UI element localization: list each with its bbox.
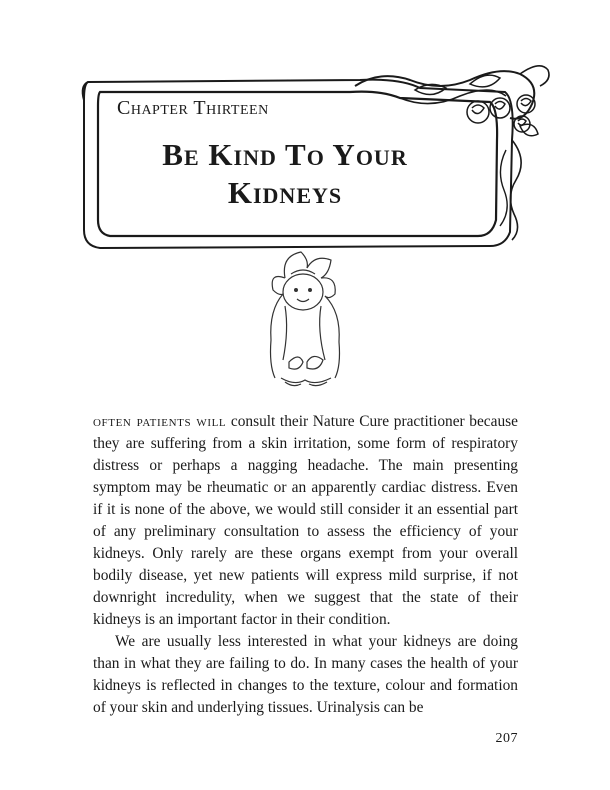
page-number: 207 (495, 731, 518, 746)
paragraph-1 (93, 411, 518, 631)
chapter-title-line-2: Kidneys (227, 175, 343, 210)
chapter-label: Chapter Thirteen (117, 97, 269, 119)
paragraph-1-text: consult their Nature Cure practitioner because they are suffering from a skin irritation, some form of respiratory distress or perhaps a nagging headache. The main presenting symptom may be rheumatic or an apparently cardiac distress. Even if it is none of the above, we would still consider it an essential part of any preliminary consultation to assess the efficiency of your kidneys. Only rarely are these organs exempt from your overall bodily disease, yet new patients will express mild surprise, if not downright incredulity, when we suggest that the state of their kidneys is an important factor in their condition. (93, 413, 518, 628)
chapter-body (93, 411, 518, 719)
ornamental-border-icon (0, 0, 610, 260)
flower-faced-figure-illustration-icon (255, 250, 355, 395)
paragraph-2: We are usually less interested in what your kidneys are doing than in what they are failing to do. In many cases the health of your kidneys is reflected in changes to the texture, colour and formation of your skin and underlying tissues. Urinalysis can be (93, 633, 518, 716)
chapter-title (100, 136, 470, 212)
chapter-heading-frame (0, 0, 610, 260)
chapter-title-line-1: Be Kind To Your (162, 137, 408, 172)
paragraph-lead-in: often patients will (93, 413, 227, 430)
